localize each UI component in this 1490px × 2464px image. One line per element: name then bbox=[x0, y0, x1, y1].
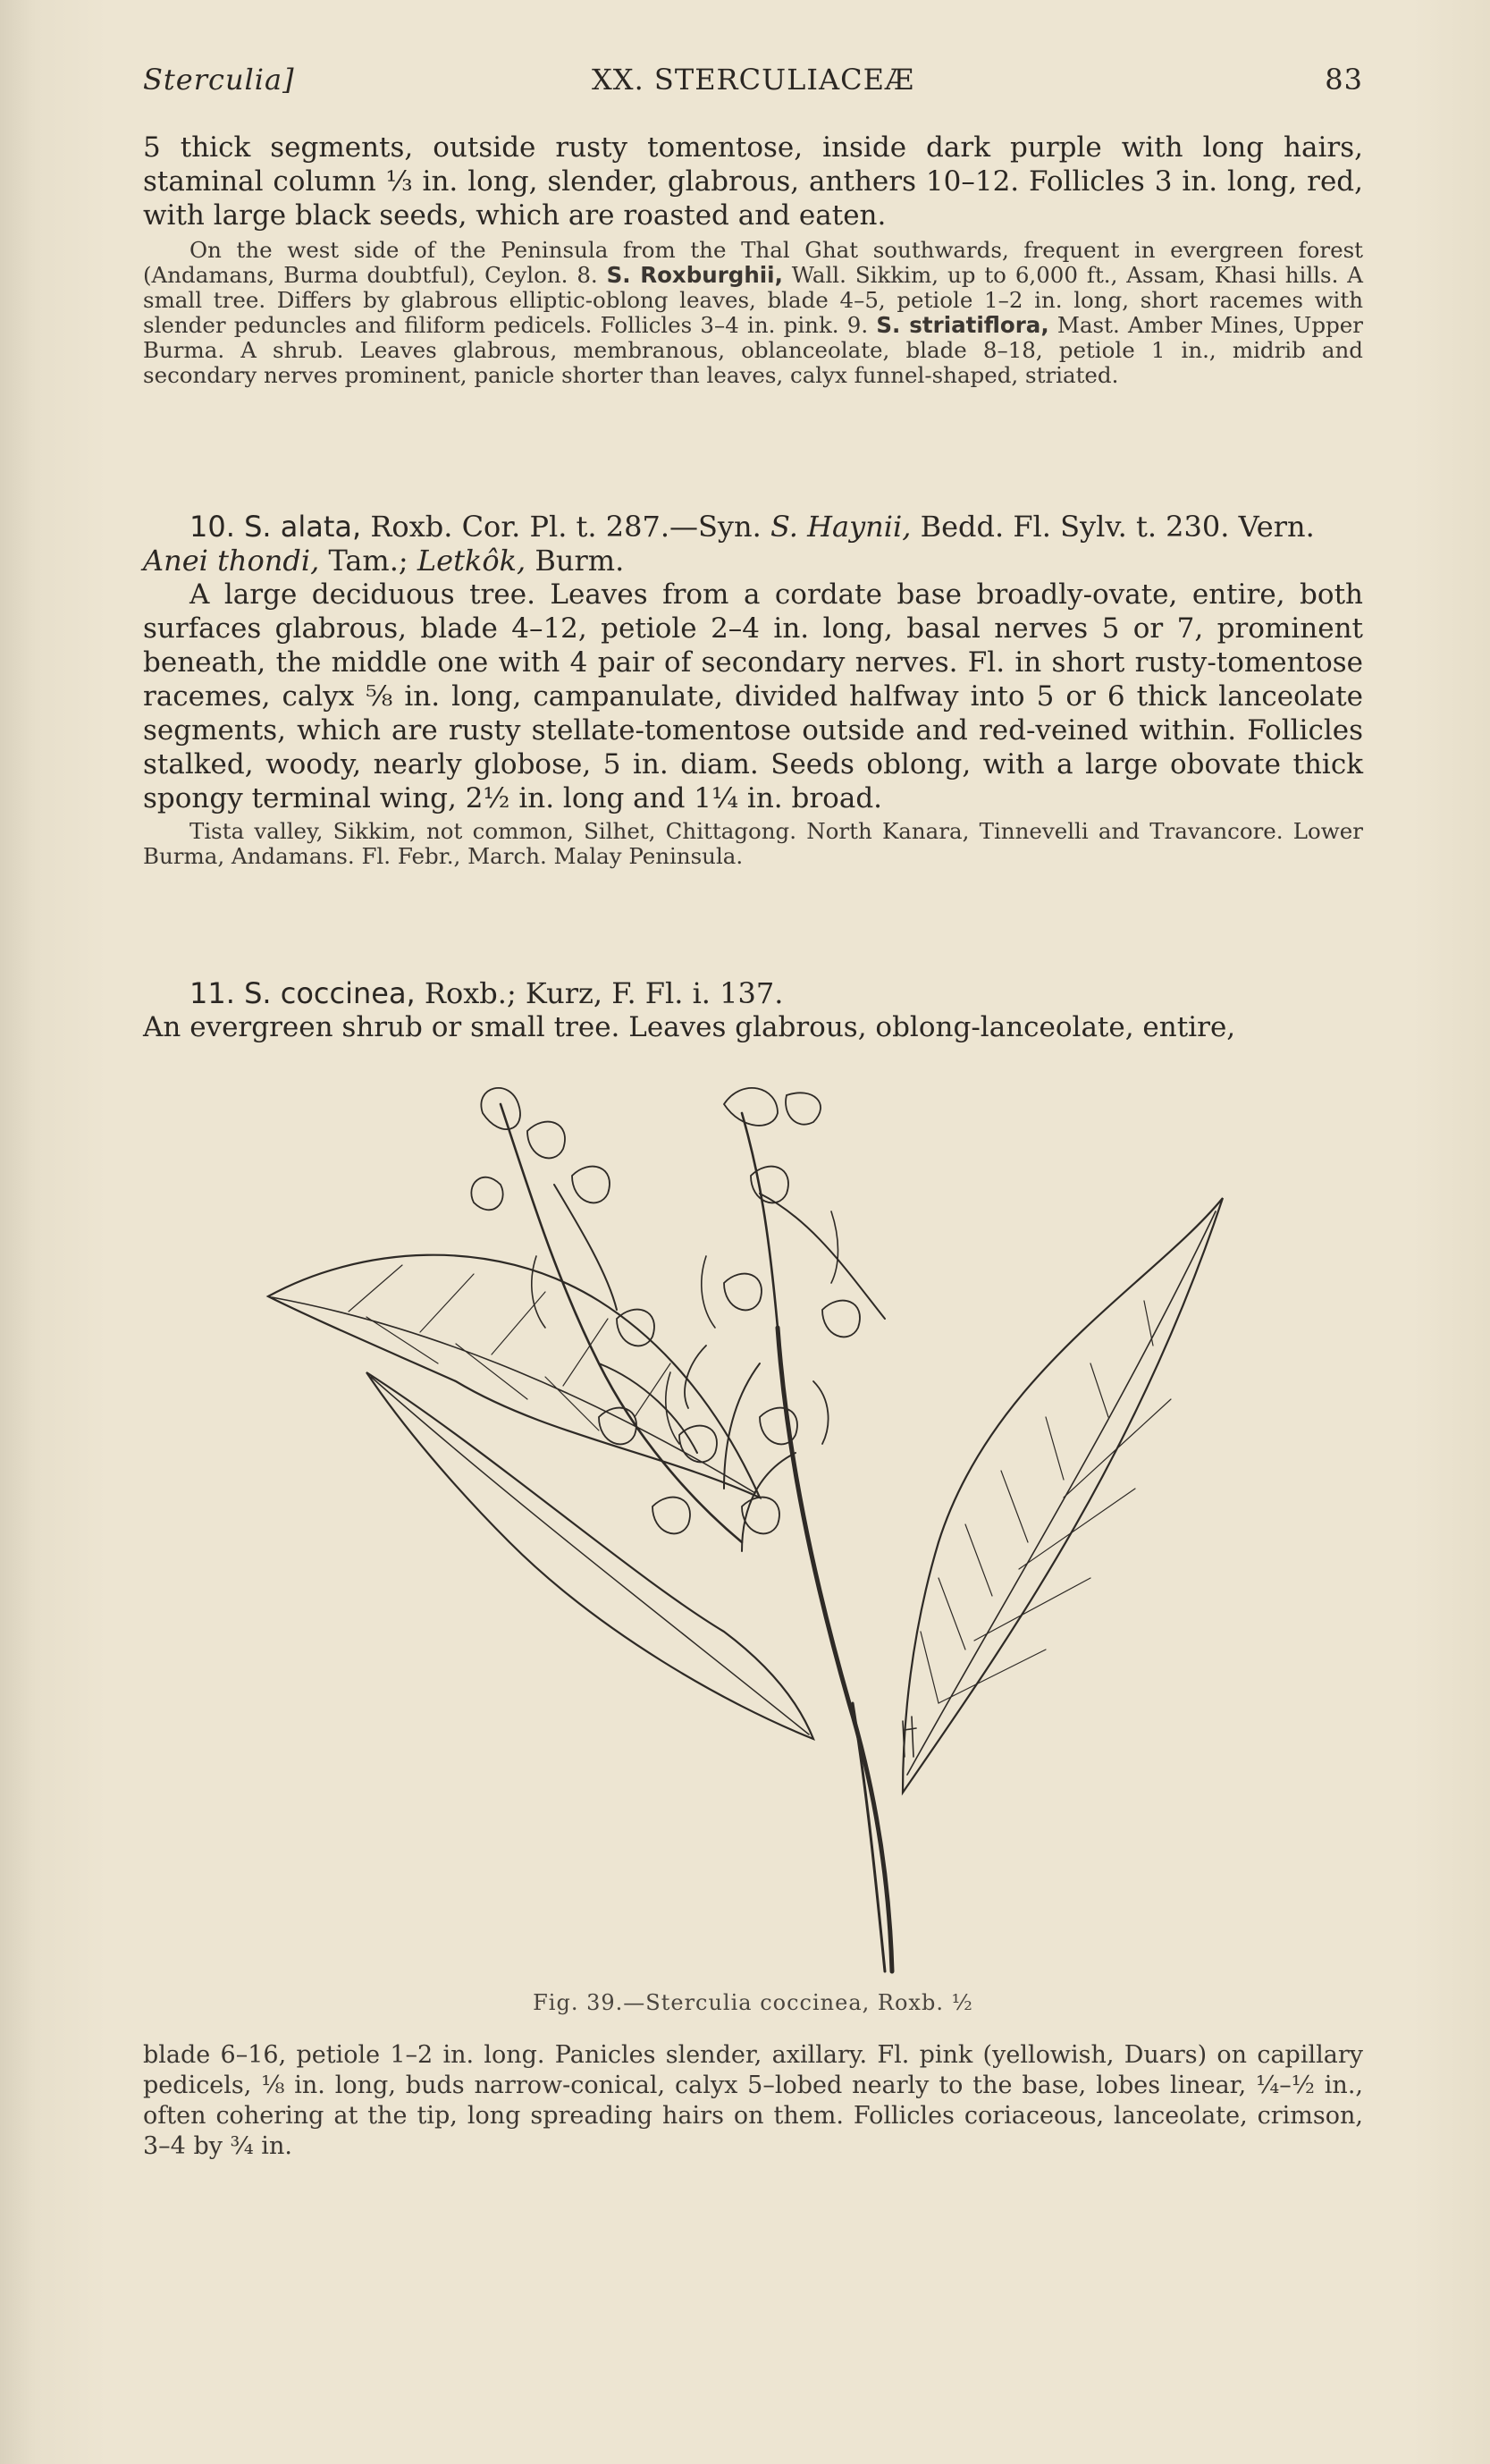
species10-ref: Roxb. Cor. Pl. t. 287.—Syn. bbox=[361, 510, 770, 544]
species11-heading bbox=[143, 976, 1363, 1010]
species-11-continuation bbox=[143, 2040, 1363, 2162]
running-header bbox=[143, 63, 1363, 107]
species10-name: S. alata, bbox=[244, 510, 362, 544]
paragraph-continued bbox=[143, 131, 1363, 232]
header-family: XX. STERCULIACEÆ bbox=[592, 63, 914, 97]
species10-vern-label: Vern. bbox=[1238, 510, 1315, 544]
para1-text: 5 thick segments, outside rusty tomentose, inside dark purple with long hairs, staminal column ⅓ in. long, slender, glabrous, anthers 10–12. Follicles 3 in. long, red, with large black seeds, which are roasted and eaten. bbox=[143, 131, 1363, 232]
header-genus: Sterculia] bbox=[143, 63, 295, 97]
note-paragraph-1 bbox=[143, 238, 1363, 388]
species10-vern-burmese-lang: Burm. bbox=[526, 544, 625, 578]
figure-caption: Fig. 39.—Sterculia coccinea, Roxb. ½ bbox=[533, 1990, 973, 2015]
species11-number: 11. bbox=[189, 976, 235, 1010]
species10-note: Tista valley, Sikkim, not common, Silhet, Chittagong. North Kanara, Tinnevelli and Travancore. Lower Burma, Andamans. Fl. Febr., March. Malay Peninsula. bbox=[143, 818, 1363, 869]
species11-name: S. coccinea, bbox=[244, 976, 416, 1010]
species10-vern-tamil: Anei thondi, bbox=[143, 544, 320, 578]
species11-ref: Roxb.; Kurz, F. Fl. i. 137. bbox=[415, 976, 784, 1010]
species-10-entry bbox=[143, 510, 1363, 869]
species10-vern-tamil-lang: Tam.; bbox=[319, 544, 417, 578]
species10-number: 10. bbox=[189, 510, 235, 544]
species-11-entry bbox=[143, 976, 1363, 1044]
species10-synonym: S. Haynii, bbox=[770, 510, 912, 544]
species10-syn-ref: Bedd. Fl. Sylv. t. 230. bbox=[911, 510, 1230, 544]
species8-name: S. Roxburghii, bbox=[606, 262, 783, 288]
leaf-left bbox=[268, 1255, 760, 1498]
note1-b: Wall. Sikkim, up to 6,000 ft., Assam, Khasi hills. A small tree. Differs by glabrous elliptic-oblong leaves, blade 4–5, petiole 1–2 in. long, short racemes with slender peduncles and filiform pedicels. Follicles 3–4 in. pink. 9. bbox=[143, 262, 1363, 338]
note1-text bbox=[143, 238, 1363, 388]
botanical-illustration bbox=[259, 1077, 1251, 1980]
species11-description-start: An evergreen shrub or small tree. Leaves glabrous, oblong-lanceolate, entire, bbox=[143, 1011, 1236, 1043]
leaf-right bbox=[903, 1198, 1223, 1793]
note1-c: Mast. Amber Mines, Upper Burma. A shrub. Leaves glabrous, membranous, oblanceolate, blade 8–18, petiole 1 in., midrib and secondary nerves prominent, panicle shorter than leaves, calyx funnel-shaped, striated. bbox=[143, 312, 1364, 388]
species9-name: S. striatiflora, bbox=[876, 312, 1049, 338]
page-number: 83 bbox=[1325, 63, 1363, 97]
species10-heading bbox=[143, 510, 1363, 578]
continuation-text: blade 6–16, petiole 1–2 in. long. Panicles slender, axillary. Fl. pink (yellowish, Duars) on capillary pedicels, ⅛ in. long, buds narrow-conical, calyx 5–lobed nearly to the base, lobes linear, ¼–½ in., often cohering at the tip, long spreading hairs on them. Follicles coriaceous, lanceolate, crimson, 3–4 by ¾ in. bbox=[143, 2041, 1363, 2160]
species10-description: A large deciduous tree. Leaves from a cordate base broadly-ovate, entire, both surfaces glabrous, blade 4–12, petiole 2–4 in. long, basal nerves 5 or 7, prominent beneath, the middle one with 4 pair of secondary nerves. Fl. in short rusty-tomentose racemes, calyx ⅝ in. long, campanulate, divided halfway into 5 or 6 thick lanceolate segments, which are rusty stellate-tomentose outside and red-veined within. Follicles stalked, woody, nearly globose, 5 in. diam. Seeds oblong, with a large obovate thick spongy terminal wing, 2½ in. long and 1¼ in. broad. bbox=[143, 578, 1363, 814]
note1-a: On the west side of the Peninsula from the Thal Ghat southwards, frequent in evergreen forest (Andamans, Burma doubtful), Ceylon. 8. bbox=[143, 237, 1363, 288]
species10-vern-burmese: Letkôk, bbox=[417, 544, 526, 578]
